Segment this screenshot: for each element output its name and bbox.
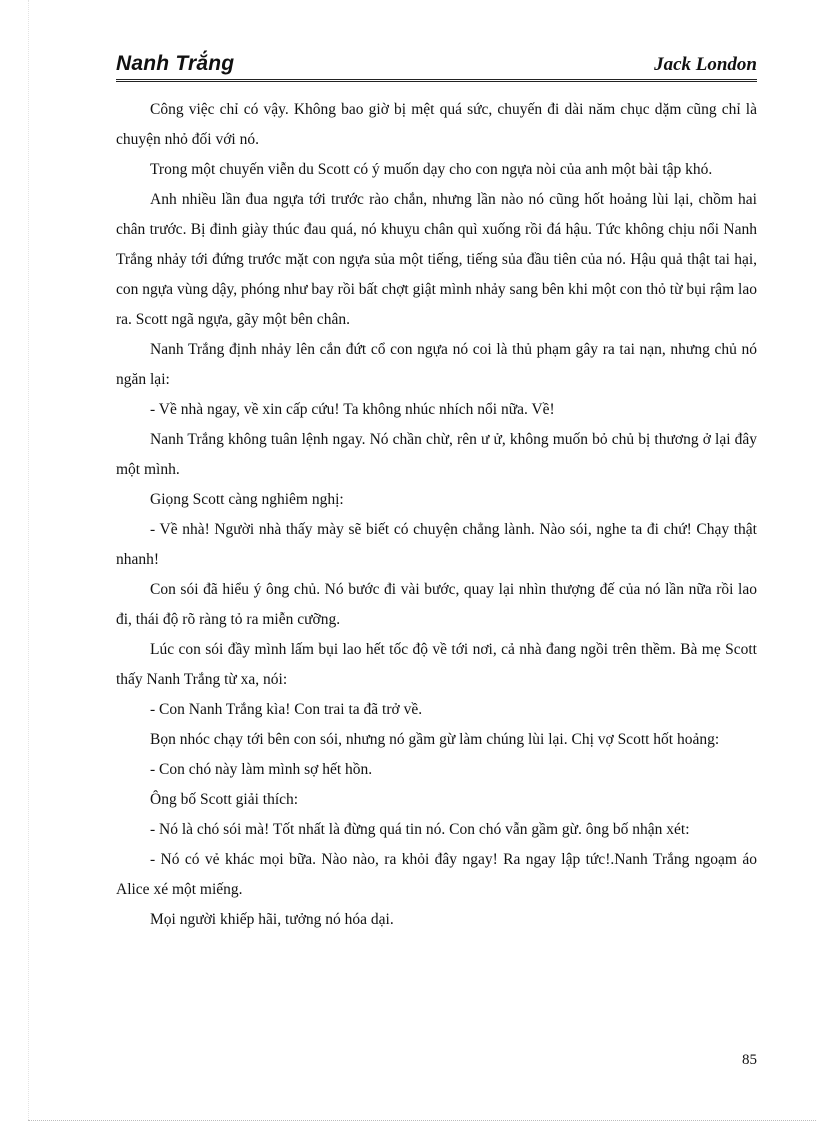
page-edge-left	[28, 0, 29, 1120]
paragraph: Nanh Trắng không tuân lệnh ngay. Nó chần chừ, rên ư ử, không muốn bỏ chủ bị thương ở lại đây một mình.	[116, 431, 757, 478]
paragraph: - Nó có vẻ khác mọi bữa. Nào nào, ra khỏi đây ngay! Ra ngay lập tức!.Nanh Trắng ngoạm áo Alice xé một miếng.	[116, 851, 757, 898]
paragraph: Nanh Trắng định nhảy lên cắn đứt cổ con ngựa nó coi là thủ phạm gây ra tai nạn, nhưng chủ nó ngăn lại:	[116, 341, 757, 388]
paragraph: Lúc con sói đầy mình lấm bụi lao hết tốc độ về tới nơi, cả nhà đang ngồi trên thềm. Bà mẹ Scott thấy Nanh Trắng từ xa, nói:	[116, 641, 757, 688]
paragraph: - Nó là chó sói mà! Tốt nhất là đừng quá tin nó. Con chó vẫn gầm gừ. ông bố nhận xét:	[150, 821, 690, 838]
paragraph: Trong một chuyến viễn du Scott có ý muốn dạy cho con ngựa nòi của anh một bài tập khó.	[150, 161, 713, 178]
paragraph: Bọn nhóc chạy tới bên con sói, nhưng nó gầm gừ làm chúng lùi lại. Chị vợ Scott hốt hoảng:	[150, 731, 720, 748]
paragraph: Giọng Scott càng nghiêm nghị:	[150, 491, 344, 508]
page-edge-bottom	[28, 1120, 816, 1121]
paragraph: - Về nhà ngay, về xin cấp cứu! Ta không nhúc nhích nổi nữa. Về!	[150, 401, 555, 418]
author-name: Jack London	[654, 54, 757, 75]
paragraph: - Con Nanh Trắng kìa! Con trai ta đã trở về.	[150, 701, 423, 718]
paragraph: Anh nhiều lần đua ngựa tới trước rào chắn, nhưng lần nào nó cũng hốt hoảng lùi lại, chồm hai chân trước. Bị đinh giày thúc đau quá, nó khuỵu chân quì xuống rồi đá hậu. Tức không chịu nổi Nanh Trắng nhảy tới đứng trước mặt con ngựa sủa một tiếng, tiếng sủa đầu tiên của nó. Hậu quả thật tai hại, con ngựa vùng dậy, phóng như bay rồi bất chợt giật mình nhảy sang bên khi một con thỏ từ bụi rậm lao ra. Scott ngã ngựa, gãy một bên chân.	[116, 191, 757, 328]
book-title: Nanh Trắng	[116, 52, 235, 75]
paragraph: Công việc chỉ có vậy. Không bao giờ bị mệt quá sức, chuyến đi dài năm chục dặm cũng chỉ là chuyện nhỏ đối với nó.	[116, 101, 757, 148]
body-text	[116, 95, 757, 935]
paragraph: Ông bố Scott giải thích:	[150, 791, 299, 808]
running-header	[116, 50, 757, 80]
paragraph: - Về nhà! Người nhà thấy mày sẽ biết có chuyện chẳng lành. Nào sói, nghe ta đi chứ! Chạy thật nhanh!	[116, 521, 757, 568]
paragraph: Mọi người khiếp hãi, tưởng nó hóa dại.	[150, 911, 394, 928]
header-divider	[116, 79, 757, 82]
page-number: 85	[742, 1052, 757, 1068]
paragraph: Con sói đã hiểu ý ông chủ. Nó bước đi vài bước, quay lại nhìn thượng đế của nó lần nữa rồi lao đi, thái độ rõ ràng tỏ ra miễn cưỡng.	[116, 581, 757, 628]
paragraph: - Con chó này làm mình sợ hết hồn.	[150, 761, 373, 778]
